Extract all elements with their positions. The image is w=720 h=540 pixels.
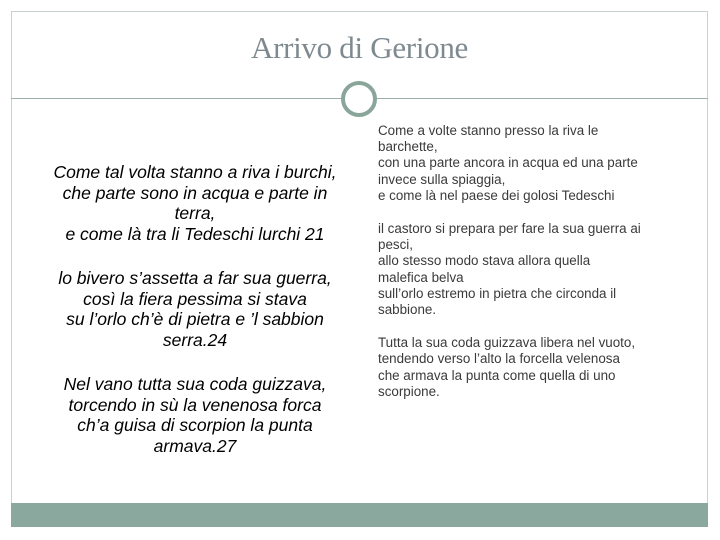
slide-title: Arrivo di Gerione: [250, 30, 468, 65]
circle-ornament-icon: [341, 81, 377, 117]
translation-column: [378, 123, 698, 417]
translation-paragraph-3: Tutta la sua coda guizzava libera nel vuoto, tendendo verso l’alto la forcella velenosa che armava la punta come quella di uno scorpione.: [378, 335, 636, 399]
original-text-column: [30, 162, 360, 480]
footer-bar: [11, 503, 708, 527]
translation-paragraph-1: Come a volte stanno presso la riva le barchette, con una parte ancora in acqua ed una parte invece sulla spiaggia, e come là nel paese dei golosi Tedeschi: [378, 123, 638, 203]
original-stanza-1: Come tal volta stanno a riva i burchi, che parte sono in acqua e parte in terra, e come là tra li Tedeschi lurchi 21: [53, 162, 337, 244]
original-stanza-2: lo bivero s’assetta a far sua guerra, così la fiera pessima si stava su l’orlo ch’è di pietra e ’l sabbion serra.24: [58, 268, 332, 350]
translation-paragraph-2: il castoro si prepara per fare la sua guerra ai pesci, allo stesso modo stava allora quella malefica belva sull’orlo estremo in pietra che circonda il sabbione.: [378, 221, 641, 318]
original-stanza-3: Nel vano tutta sua coda guizzava, torcendo in sù la venenosa forca ch’a guisa di scorpion la punta armava.27: [63, 374, 327, 456]
